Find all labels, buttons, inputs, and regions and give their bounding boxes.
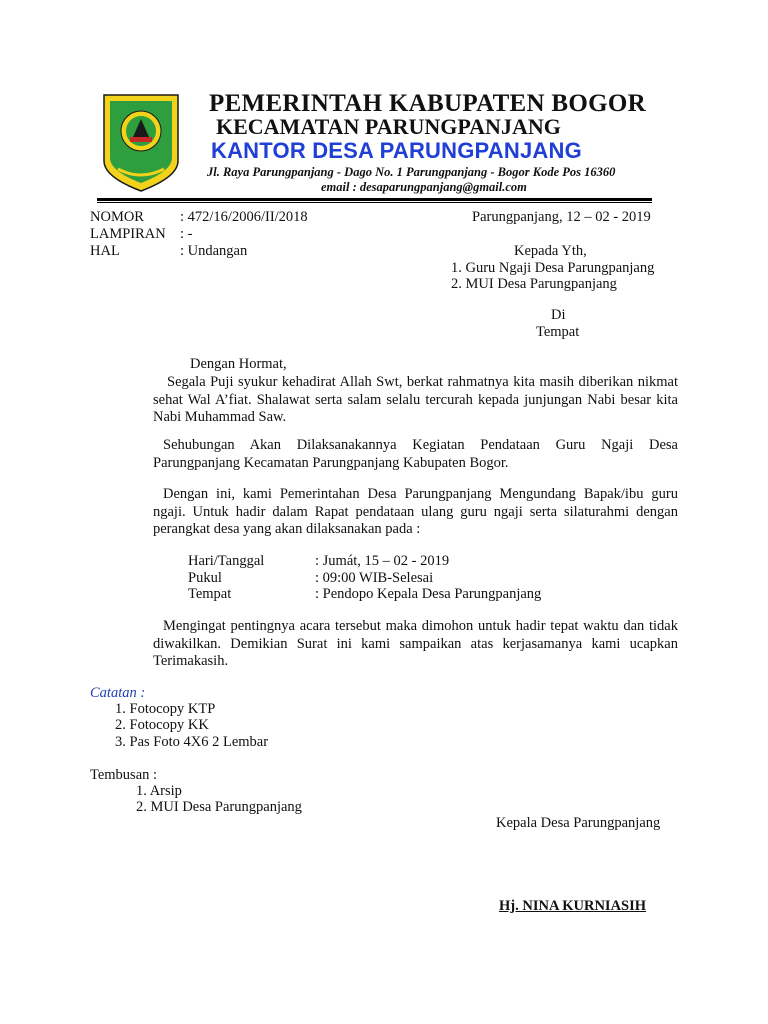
letterhead-line-3: KANTOR DESA PARUNGPANJANG bbox=[211, 138, 582, 163]
hal-value: : Undangan bbox=[180, 243, 248, 259]
paragraph-1: Segala Puji syukur kehadirat Allah Swt, berkat rahmatnya kita masih diberikan nikmat sehat Wal A’fiat. Shalawat serta salam selalu tercurah kepada junjungan Nabi besar kita Nabi Muhammad Saw. bbox=[153, 374, 678, 425]
recipient-item: 2. MUI Desa Parungpanjang bbox=[451, 276, 617, 292]
event-value-time: : 09:00 WIB-Selesai bbox=[315, 570, 434, 586]
letterhead-address: Jl. Raya Parungpanjang - Dago No. 1 Parungpanjang - Bogor Kode Pos 16360 bbox=[207, 165, 616, 179]
place-date: Parungpanjang, 12 – 02 - 2019 bbox=[472, 209, 651, 225]
greeting: Dengan Hormat, bbox=[190, 356, 287, 372]
event-label-date: Hari/Tanggal bbox=[188, 553, 265, 569]
lampiran-label: LAMPIRAN bbox=[90, 226, 166, 242]
letterhead-line-2: KECAMATAN PARUNGPANJANG bbox=[216, 114, 561, 139]
catatan-item: 3. Pas Foto 4X6 2 Lembar bbox=[115, 734, 269, 750]
signature-name: Hj. NINA KURNIASIH bbox=[499, 898, 647, 914]
catatan-item: 2. Fotocopy KK bbox=[115, 717, 209, 733]
nomor-value: : 472/16/2006/II/2018 bbox=[180, 209, 308, 225]
paragraph-2: Sehubungan Akan Dilaksanakannya Kegiatan Pendataan Guru Ngaji Desa Parungpanjang Kecamatan Parungpanjang Kabupaten Bogor. bbox=[153, 437, 678, 471]
catatan-title: Catatan : bbox=[90, 685, 146, 701]
recipient-item: 1. Guru Ngaji Desa Parungpanjang bbox=[451, 260, 655, 276]
nomor-label: NOMOR bbox=[90, 209, 144, 225]
letterhead-line-1: PEMERINTAH KABUPATEN BOGOR bbox=[209, 90, 646, 117]
event-label-place: Tempat bbox=[188, 586, 232, 602]
event-value-place: : Pendopo Kepala Desa Parungpanjang bbox=[315, 586, 542, 602]
bogor-regency-emblem bbox=[100, 91, 182, 195]
recipient-di: Di bbox=[551, 307, 566, 323]
catatan-item: 1. Fotocopy KTP bbox=[115, 701, 216, 717]
header-rule-thick bbox=[97, 198, 652, 201]
header-rule-thin bbox=[97, 202, 652, 203]
event-value-date: : Jumát, 15 – 02 - 2019 bbox=[315, 553, 450, 569]
signature-position: Kepala Desa Parungpanjang bbox=[496, 815, 661, 831]
letterhead-email: email : desaparungpanjang@gmail.com bbox=[321, 180, 527, 194]
paragraph-3: Dengan ini, kami Pemerintahan Desa Parungpanjang Mengundang Bapak/ibu guru ngaji. Untuk hadir dalam Rapat pendataan ulang guru ngaji serta silaturahmi dengan perangkat desa yang akan dilaksanakan pada : bbox=[153, 486, 678, 537]
hal-label: HAL bbox=[90, 243, 120, 259]
tembusan-item: 1. Arsip bbox=[136, 783, 182, 799]
tembusan-item: 2. MUI Desa Parungpanjang bbox=[136, 799, 302, 815]
event-label-time: Pukul bbox=[188, 570, 222, 586]
paragraph-4: Mengingat pentingnya acara tersebut maka dimohon untuk hadir tepat waktu dan tidak diwakilkan. Demikian Surat ini kami sampaikan atas kerjasamanya kami ucapkan Terimakasih. bbox=[153, 618, 678, 669]
tembusan-title: Tembusan : bbox=[90, 767, 158, 783]
recipient-tempat: Tempat bbox=[536, 324, 580, 340]
recipient-to: Kepada Yth, bbox=[514, 243, 587, 259]
lampiran-value: : - bbox=[180, 226, 193, 242]
